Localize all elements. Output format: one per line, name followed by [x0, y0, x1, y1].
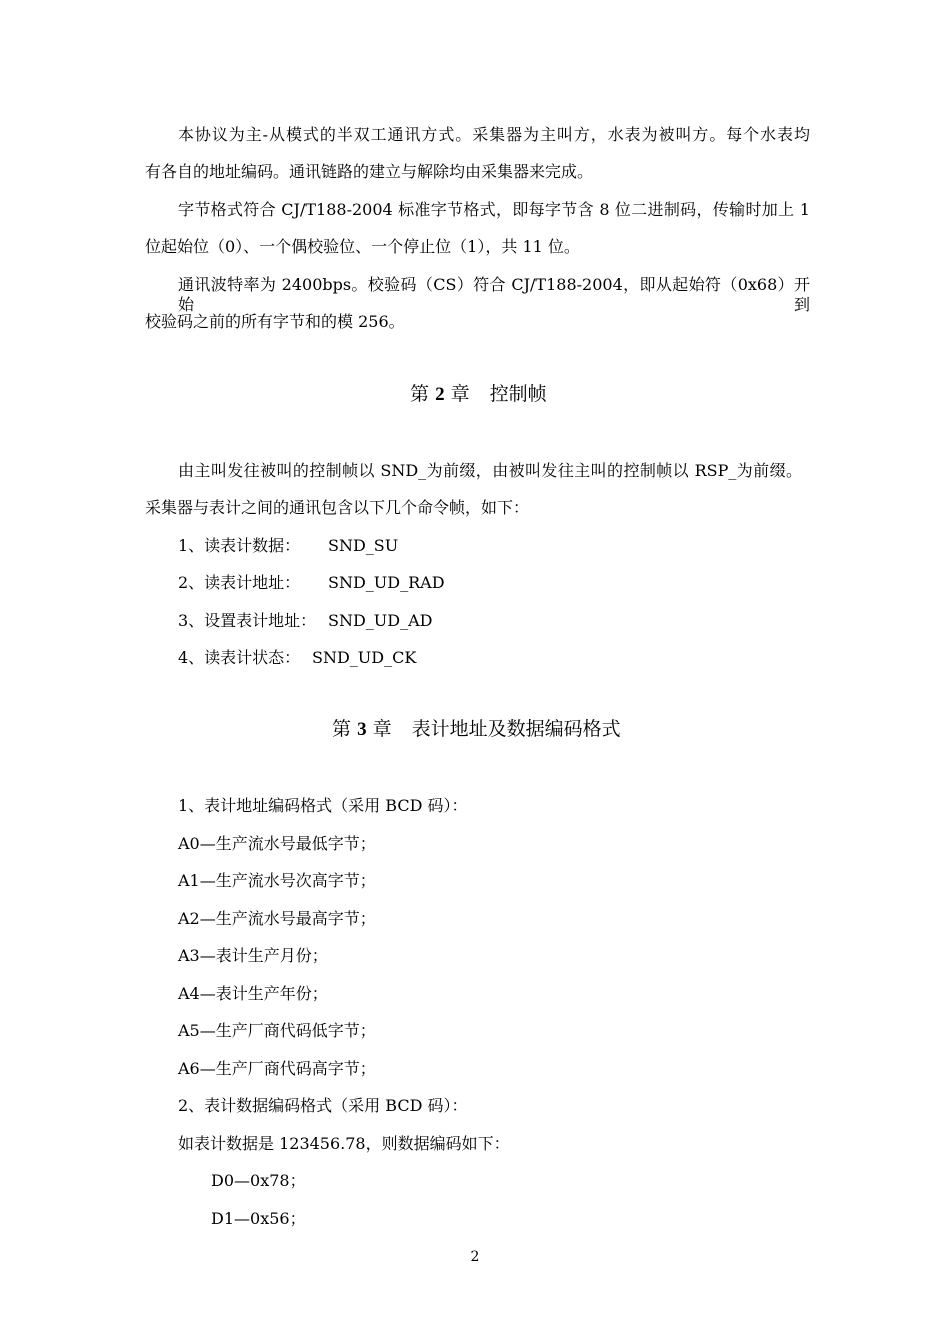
chapter3-heading — [332, 717, 621, 742]
command-4-code: SND_UD_CK — [312, 648, 417, 667]
command-2-label: 2、读表计地址： — [178, 573, 301, 592]
chapter3-title: 表计地址及数据编码格式 — [411, 718, 621, 740]
command-1-code: SND_SU — [328, 536, 399, 555]
chapter3-prefix: 第 — [332, 718, 352, 740]
chapter3-line-1: 1、表计地址编码格式（采用 BCD 码）： — [178, 796, 468, 815]
chapter3-line-6: A4—表计生产年份； — [178, 984, 328, 1003]
command-3-label: 3、设置表计地址： — [178, 611, 317, 630]
intro-p1-line2: 有各自的地址编码。通讯链路的建立与解除均由采集器来完成。 — [145, 162, 594, 181]
data-line-d0: D0—0x78； — [211, 1171, 306, 1190]
chapter2-p1-line1: 由主叫发往被叫的控制帧以 SND_为前缀，由被叫发往主叫的控制帧以 RSP_为前缀。 — [178, 461, 802, 480]
chapter2-suffix: 章 — [450, 383, 470, 405]
chapter2-heading — [410, 382, 547, 407]
chapter3-line-2: A0—生产流水号最低字节； — [178, 834, 376, 853]
intro-p2-line2: 位起始位（0）、一个偶校验位、一个停止位（1），共 11 位。 — [145, 237, 580, 256]
chapter2-number: 2 — [435, 384, 445, 405]
chapter3-line-10: 如表计数据是 123456.78，则数据编码如下： — [178, 1134, 510, 1153]
command-2-code: SND_UD_RAD — [328, 573, 445, 592]
command-1-label: 1、读表计数据： — [178, 536, 301, 555]
chapter3-line-4: A2—生产流水号最高字节； — [178, 909, 376, 928]
chapter3-line-8: A6—生产厂商代码高字节； — [178, 1059, 376, 1078]
chapter3-suffix: 章 — [372, 718, 392, 740]
intro-p3-line2: 校验码之前的所有字节和的模 256。 — [145, 312, 405, 331]
intro-p3-line1: 通讯波特率为 2400bps。校验码（CS）符合 CJ/T188-2004，即从起始符（0x68）开始到 — [178, 275, 810, 314]
command-4-label: 4、读表计状态： — [178, 648, 301, 667]
chapter2-p1-line2: 采集器与表计之间的通讯包含以下几个命令帧，如下： — [145, 498, 530, 517]
page-number: 2 — [470, 1249, 480, 1265]
chapter2-title: 控制帧 — [489, 383, 547, 405]
intro-p1-line1: 本协议为主-从模式的半双工通讯方式。采集器为主叫方，水表为被叫方。每个水表均 — [178, 125, 810, 144]
chapter3-line-9: 2、表计数据编码格式（采用 BCD 码）： — [178, 1096, 468, 1115]
chapter3-line-3: A1—生产流水号次高字节； — [178, 871, 376, 890]
chapter2-prefix: 第 — [410, 383, 430, 405]
chapter3-line-5: A3—表计生产月份； — [178, 946, 328, 965]
chapter3-number: 3 — [357, 719, 367, 740]
intro-p2-line1: 字节格式符合 CJ/T188-2004 标准字节格式，即每字节含 8 位二进制码，传输时加上 1 — [178, 200, 810, 219]
data-line-d1: D1—0x56； — [211, 1209, 306, 1228]
chapter3-line-7: A5—生产厂商代码低字节； — [178, 1021, 376, 1040]
command-3-code: SND_UD_AD — [328, 611, 433, 630]
